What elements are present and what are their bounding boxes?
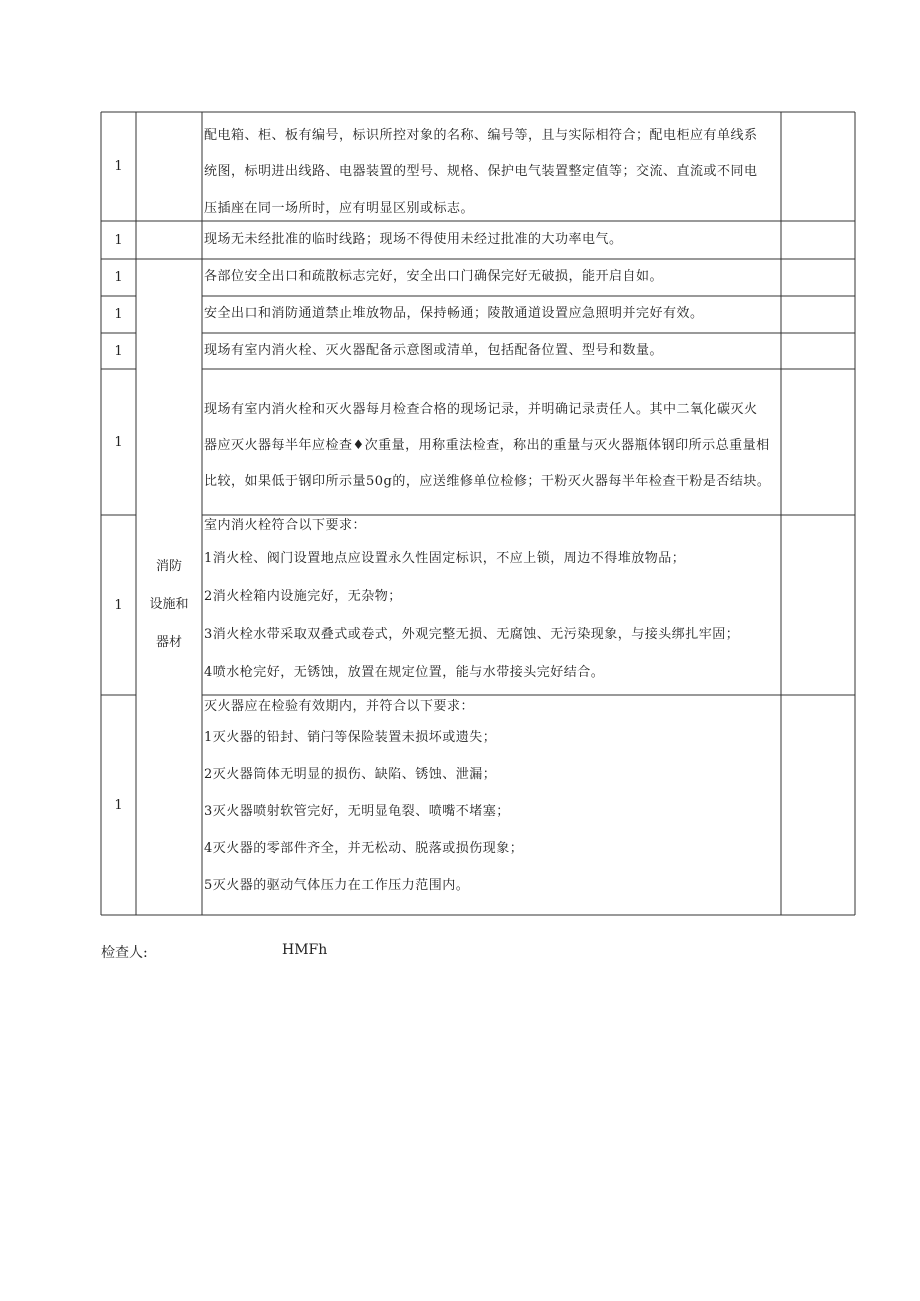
row-8-line-4: 3灭火器喷射软管完好，无明显龟裂、喷嘴不堵塞； [204, 804, 510, 819]
row-6-line-1: 现场有室内消火栓和灭火器每月检查合格的现场记录，并明确记录责任人。其中二氧化碳灭火 [204, 402, 758, 417]
category-line-1: 消防 [155, 559, 182, 574]
row-7-line-3: 2消火栓箱内设施完好，无杂物； [204, 589, 402, 604]
row-7-line-2: 1消火栓、阀门设置地点应设置永久性固定标识，不应上锁，周边不得堆放物品； [204, 551, 686, 566]
inspector-label: 检查人: [101, 945, 148, 961]
row-6-number: 1 [114, 434, 123, 450]
category-line-3: 器材 [155, 635, 182, 650]
row-6-line-2: 器应灭火器每半年应检查♦次重量，用称重法检查，称出的重量与灭火器瓶体钢印所示总重量相 [204, 438, 770, 453]
row-5-description [202, 338, 780, 366]
row-8-line-1: 灭火器应在检验有效期内，并符合以下要求： [204, 699, 475, 714]
row-3-line-1: 各部位安全出口和疏散标志完好，安全出口门确保完好无破损，能开启自如。 [204, 269, 664, 284]
row-4-description [202, 301, 780, 329]
row-3-number: 1 [114, 270, 123, 285]
row-4-line-1: 安全出口和消防通道禁止堆放物品，保持畅通；陵散通道设置应急照明并完好有效。 [204, 306, 704, 321]
row-2-number: 1 [114, 232, 123, 248]
row-6-line-3: 比较，如果低于钢印所示量50g的，应送维修单位检修；干粉灭火器每半年检查干粉是否结块。 [204, 474, 771, 489]
row-6-description [202, 390, 792, 502]
row-8-number: 1 [114, 797, 123, 813]
row-7-line-4: 3消火栓水带采取双叠式或卷式，外观完整无损、无腐蚀、无污染现象，与接头绑扎牢固； [204, 627, 740, 642]
row-1-line-3: 压插座在同一场所时，应有明显区别或标志。 [204, 201, 475, 216]
row-5-line-1: 现场有室内消火栓、灭火器配备示意图或清单，包括配备位置、型号和数量。 [204, 343, 664, 358]
row-7-line-1: 室内消火栓符合以下要求： [204, 518, 367, 533]
row-8-line-5: 4灭火器的零部件齐全，并无松动、脱落或损伤现象； [204, 841, 524, 856]
row-7-line-5: 4喷水枪完好，无锈蚀，放置在规定位置，能与水带接头完好结合。 [204, 665, 605, 680]
row-4-number: 1 [114, 307, 123, 322]
row-8-description [202, 695, 780, 913]
row-8-line-6: 5灭火器的驱动气体压力在工作压力范围内。 [204, 878, 470, 893]
row-1-number: 1 [114, 159, 123, 174]
row-7-number: 1 [114, 597, 123, 613]
inspector-value: HMFh [282, 942, 328, 958]
row-2-line-1: 现场无未经批准的临时线路；现场不得使用未经过批准的大功率电气。 [204, 232, 623, 247]
row-7-description [202, 512, 780, 692]
row-2-description [202, 227, 780, 255]
row-8-line-3: 2灭火器筒体无明显的损伤、缺陷、锈蚀、泄漏； [204, 767, 497, 782]
row-1-line-1: 配电箱、柜、板有编号，标识所控对象的名称、编号等，且与实际相符合；配电柜应有单线系 [204, 128, 758, 143]
row-8-line-2: 1灭火器的铅封、销闩等保险装置未损坏或遗失； [204, 730, 497, 745]
row-1-description [202, 120, 792, 220]
category-line-2: 设施和 [149, 597, 189, 612]
category-label [136, 515, 202, 695]
row-3-description [202, 264, 780, 292]
row-1-line-2: 统图，标明进出线路、电器装置的型号、规格、保护电气装置整定值等；交流、直流或不同电 [204, 164, 758, 179]
row-5-number: 1 [114, 343, 123, 359]
